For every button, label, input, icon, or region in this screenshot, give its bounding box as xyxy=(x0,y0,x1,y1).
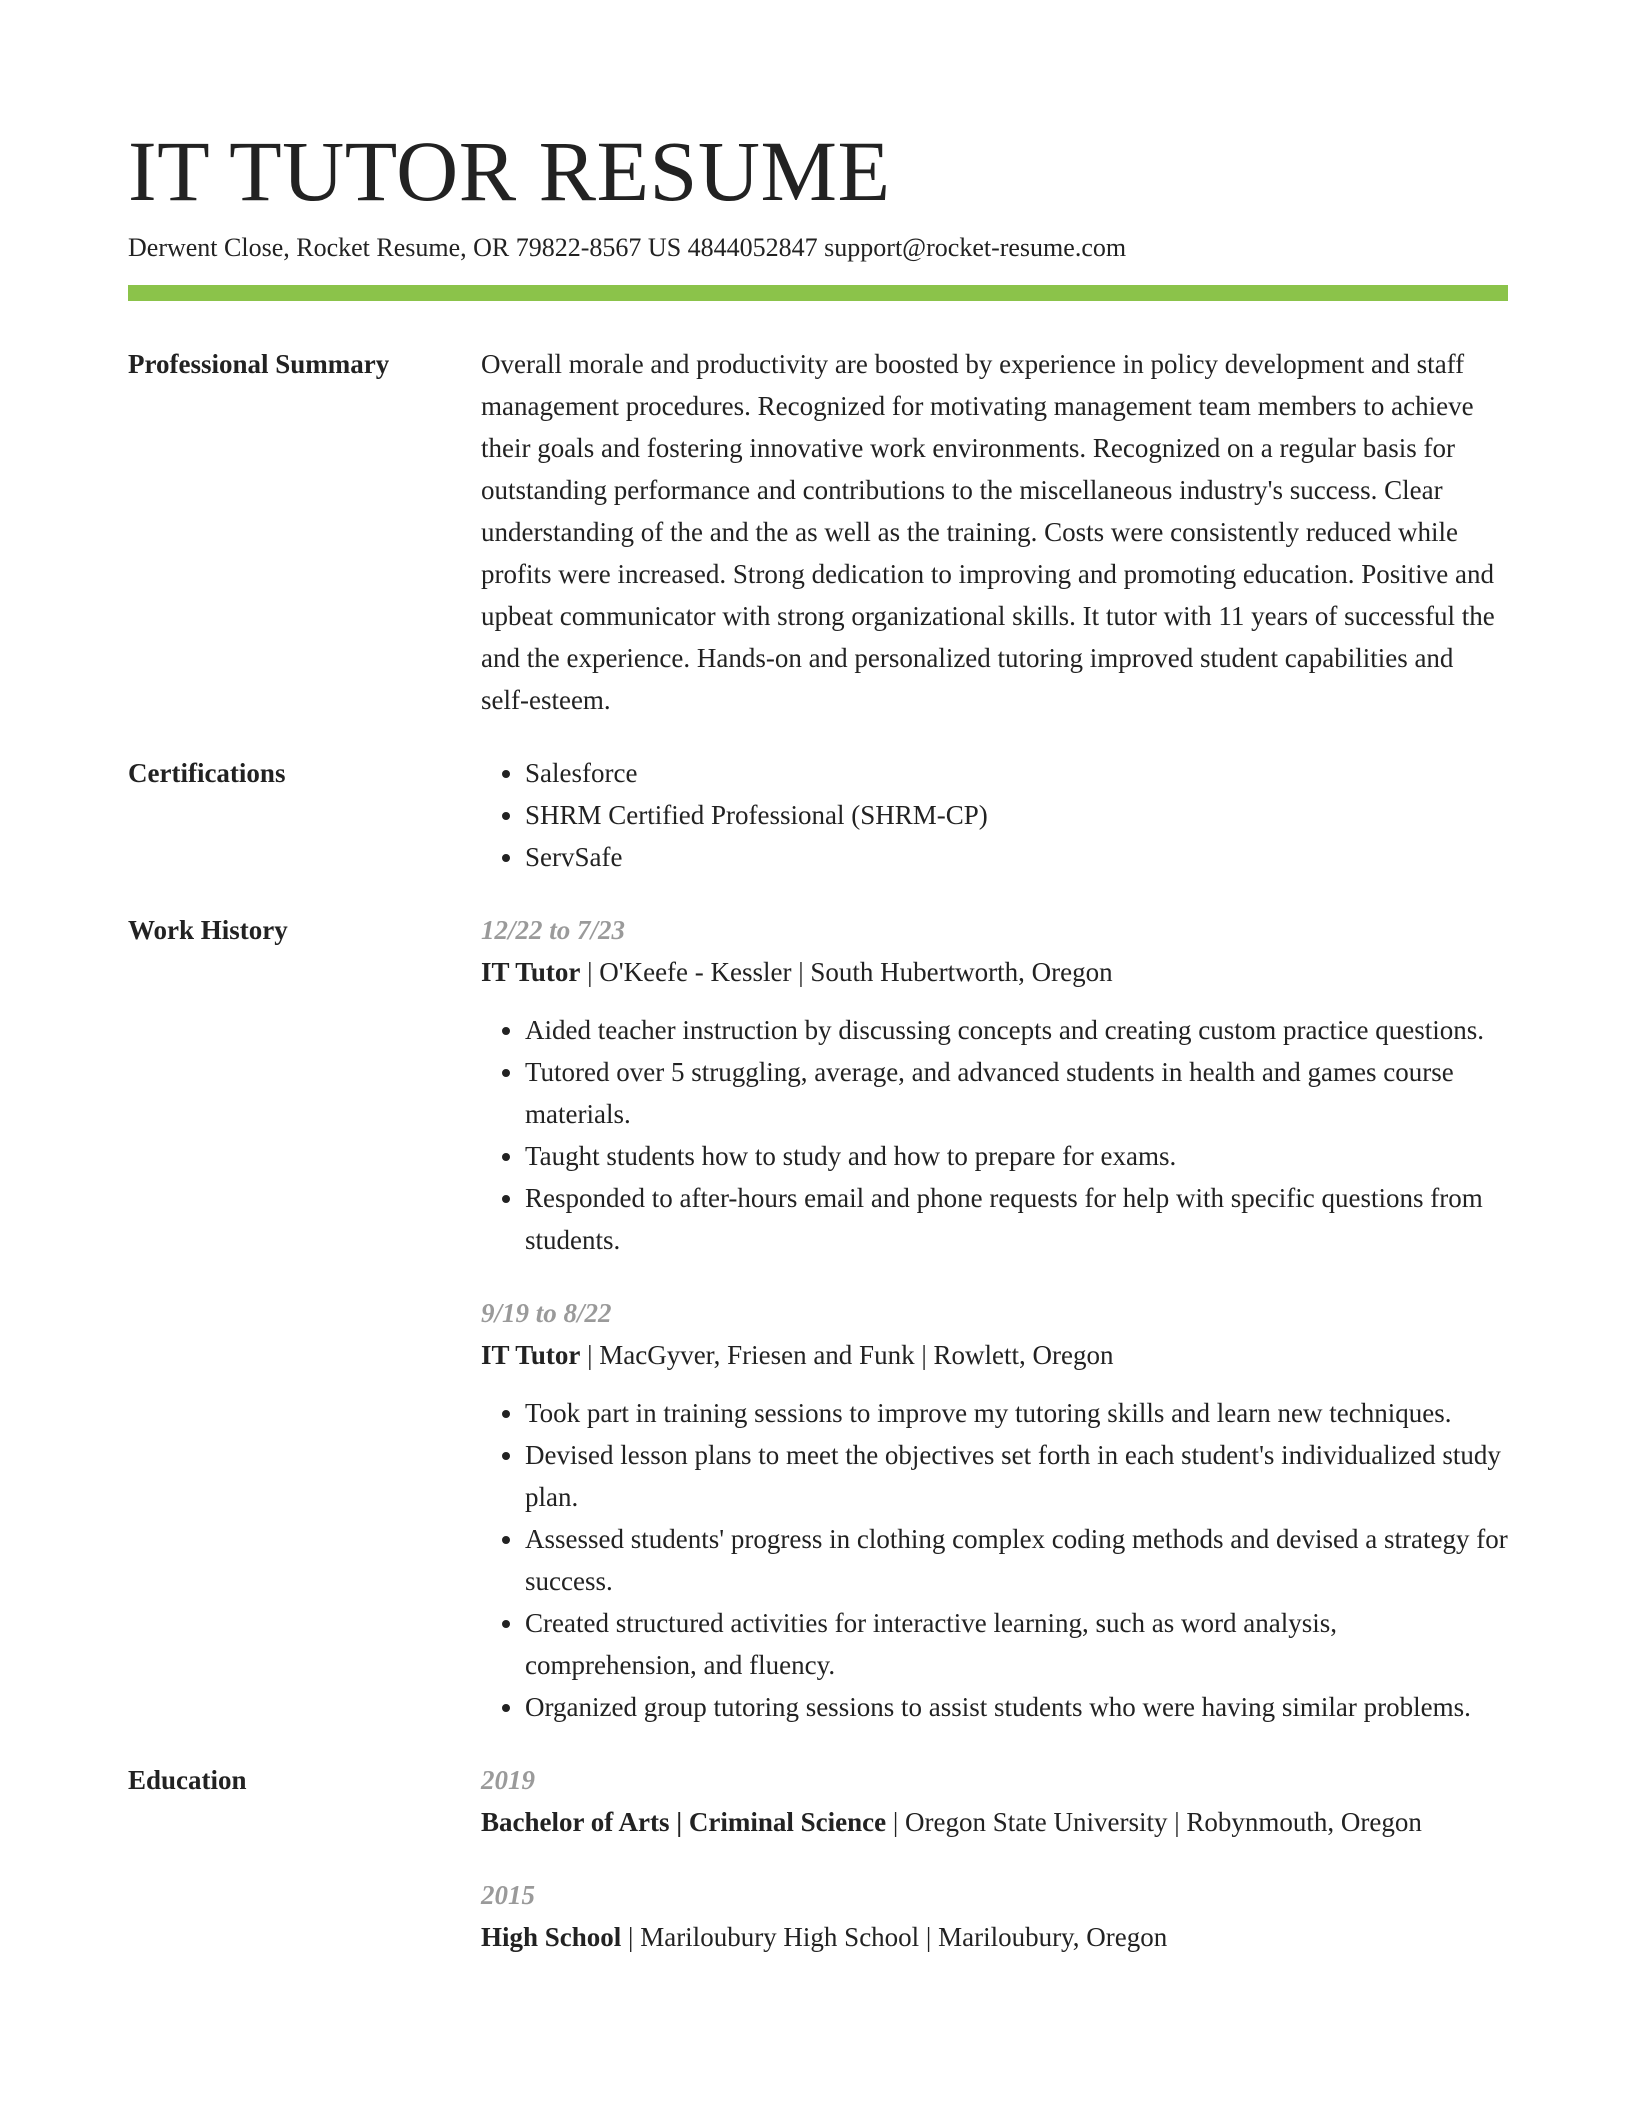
contact-email: support@rocket-resume.com xyxy=(824,233,1127,262)
summary-text: Overall morale and productivity are boosted by experience in policy development and staff management procedures. Recognized for motivating management team members to achieve their goals and fostering innovative work environments. Recognized on a regular basis for outstanding performance and contributions to the miscellaneous industry's success. Clear understanding of the and the as well as the training. Costs were consistently reduced while profits were increased. Strong dedication to improving and promoting education. Positive and upbeat communicator with strong organizational skills. It tutor with 11 years of successful the and the experience. Hands-on and personalized tutoring improved student capabilities and self-esteem. xyxy=(481,349,1495,715)
summary-section xyxy=(128,343,1508,721)
education-entry xyxy=(481,1874,1508,1958)
job-bullet: • Took part in training sessions to improve my tutoring skills and learn new techniques. xyxy=(525,1392,1508,1434)
education-section xyxy=(128,1759,1508,1958)
education-heading: Education xyxy=(128,1765,247,1795)
resume-page xyxy=(128,0,1508,1958)
job-bullet: • Assessed students' progress in clothing complex coding methods and devised a strategy for success. xyxy=(525,1518,1508,1602)
education-details: | Oregon State University | Robynmouth, Oregon xyxy=(886,1807,1422,1837)
certifications-heading: Certifications xyxy=(128,758,286,788)
certification-item: • SHRM Certified Professional (SHRM-CP) xyxy=(525,794,1508,836)
job-bullet: • Created structured activities for interactive learning, such as word analysis, comprehension, and fluency. xyxy=(525,1602,1508,1686)
job-bullets xyxy=(481,1009,1508,1261)
education-entry xyxy=(481,1759,1508,1843)
job-title-line xyxy=(481,951,1508,993)
job-entry xyxy=(481,1292,1508,1728)
certifications-list xyxy=(481,752,1508,878)
education-degree: Bachelor of Arts | Criminal Science xyxy=(481,1807,887,1837)
certifications-section xyxy=(128,752,1508,878)
education-body xyxy=(481,1759,1508,1958)
job-title: IT Tutor xyxy=(481,1340,581,1370)
certification-item: • Salesforce xyxy=(525,752,1508,794)
education-line xyxy=(481,1801,1508,1843)
job-bullet: • Organized group tutoring sessions to assist students who were having similar problems. xyxy=(525,1686,1508,1728)
certifications-body xyxy=(481,752,1508,878)
job-title-line xyxy=(481,1334,1508,1376)
job-bullet: • Aided teacher instruction by discussing concepts and creating custom practice questions. xyxy=(525,1009,1508,1051)
header-divider xyxy=(128,285,1508,301)
education-line xyxy=(481,1916,1508,1958)
job-bullets xyxy=(481,1392,1508,1728)
summary-heading: Professional Summary xyxy=(128,349,390,379)
job-bullet: • Devised lesson plans to meet the objectives set forth in each student's individualized study plan. xyxy=(525,1434,1508,1518)
work-history-body xyxy=(481,909,1508,1728)
resume-title: IT TUTOR RESUME xyxy=(128,123,891,219)
job-bullet: • Tutored over 5 struggling, average, and advanced students in health and games course materials. xyxy=(525,1051,1508,1135)
job-details: | MacGyver, Friesen and Funk | Rowlett, Oregon xyxy=(580,1340,1114,1370)
job-dates: 9/19 to 8/22 xyxy=(481,1298,612,1328)
education-year: 2019 xyxy=(481,1765,535,1795)
job-details: | O'Keefe - Kessler | South Hubertworth, Oregon xyxy=(580,957,1113,987)
job-title: IT Tutor xyxy=(481,957,581,987)
contact-address: Derwent Close, Rocket Resume, OR 79822-8567 US xyxy=(128,233,682,262)
job-bullet: • Responded to after-hours email and phone requests for help with specific questions from students. xyxy=(525,1177,1508,1261)
education-degree: High School xyxy=(481,1922,622,1952)
job-entry xyxy=(481,909,1508,1261)
education-details: | Mariloubury High School | Mariloubury, Oregon xyxy=(621,1922,1168,1952)
contact-phone: 4844052847 xyxy=(687,233,818,262)
contact-line xyxy=(128,231,1508,265)
education-year: 2015 xyxy=(481,1880,535,1910)
summary-body xyxy=(481,343,1508,721)
work-history-heading: Work History xyxy=(128,915,288,945)
job-bullet: • Taught students how to study and how to prepare for exams. xyxy=(525,1135,1508,1177)
certification-item: • ServSafe xyxy=(525,836,1508,878)
job-dates: 12/22 to 7/23 xyxy=(481,915,626,945)
work-history-section xyxy=(128,909,1508,1728)
